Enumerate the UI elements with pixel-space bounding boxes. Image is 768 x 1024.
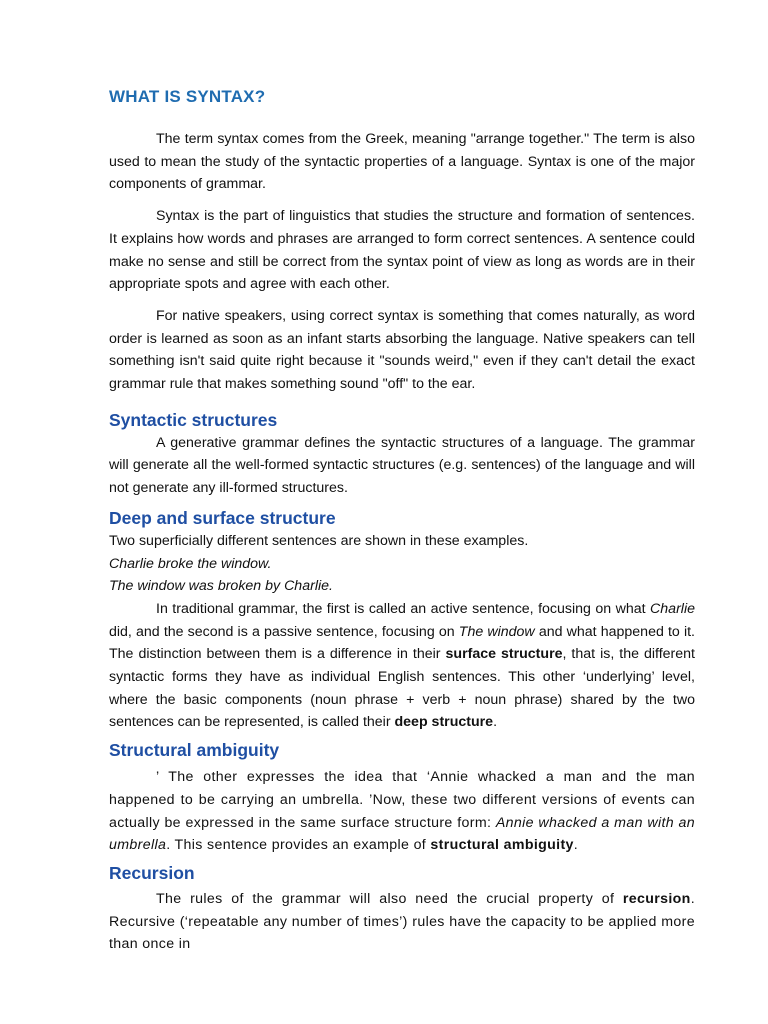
term-recursion: recursion	[622, 890, 691, 907]
term-structural-ambiguity: structural ambiguity	[430, 837, 574, 854]
deep-surface-paragraph	[109, 598, 695, 734]
text-span: , that is, the different syntactic forms they have as individual English sentences. This other ‘underlying’ level, where the basic components (noun phrase + verb + noun phrase) shared by the two sentences can be represented, is called their	[109, 646, 695, 731]
text-span: .	[493, 714, 498, 731]
heading-structural-ambiguity: Structural ambiguity	[109, 740, 280, 761]
text-span: did, and the second is a passive sentence, focusing on	[109, 623, 459, 640]
structural-ambiguity-paragraph	[109, 766, 695, 857]
intro-paragraph-2: Syntax is the part of linguistics that studies the structure and formation of sentences. It explains how words and phrases are arranged to form correct sentences. A sentence could make no sense and still be correct from the syntax point of view as long as words are in their appropriate spots and agree with each other.	[109, 208, 695, 293]
text-span: ’ The other expresses the idea that ‘Annie whacked a man and the man happened to be carrying an umbrella. ’Now, these two different versions of events can actually be expressed in the same surface structure form:	[109, 769, 695, 831]
text-span: The rules of the grammar will also need the crucial property of	[156, 890, 623, 907]
italic-charlie: Charlie	[650, 600, 695, 617]
syntactic-structures-paragraph: A generative grammar defines the syntactic structures of a language. The grammar will generate all the well-formed syntactic structures (e.g. sentences) of the language and will not generate any ill-formed structures.	[109, 434, 695, 497]
example-sentence-1-text: Charlie broke the window.	[109, 555, 272, 572]
text-span: In traditional grammar, the first is called an active sentence, focusing on what	[156, 600, 651, 617]
text-span: .	[573, 837, 579, 854]
text-span: and what happened to it. The distinction between them is a difference in their	[109, 623, 695, 663]
page-title: WHAT IS SYNTAX?	[109, 87, 266, 106]
example-sentence-2-text: The window was broken by Charlie.	[109, 578, 333, 595]
heading-syntactic-structures: Syntactic structures	[109, 409, 278, 430]
italic-example: Annie whacked a man with an umbrella	[109, 814, 695, 854]
intro-paragraph-1: The term syntax comes from the Greek, meaning "arrange together." The term is also used to mean the study of the syntactic properties of a language. Syntax is one of the major components of grammar.	[109, 131, 695, 193]
text-span: . Recursive (‘repeatable any number of times’) rules have the capacity to be applied more than once in	[109, 890, 695, 953]
term-surface-structure: surface structure	[445, 646, 563, 663]
text-span: . This sentence provides an example of	[166, 837, 431, 854]
term-deep-structure: deep structure	[394, 714, 494, 731]
intro-paragraph-3: For native speakers, using correct syntax is something that comes naturally, as word order is learned as soon as an infant starts absorbing the language. Native speakers can tell something isn't said quite right because it "sounds weird," even if they can't detail the exact grammar rule that makes something sound "off" to the ear.	[109, 307, 695, 393]
deep-surface-intro: Two superficially different sentences are shown in these examples.	[109, 532, 529, 549]
italic-the-window: The window	[458, 623, 535, 640]
heading-recursion: Recursion	[109, 862, 195, 883]
example-sentence-2	[109, 575, 695, 598]
example-sentence-1	[109, 553, 695, 576]
recursion-paragraph	[109, 888, 695, 956]
heading-deep-surface-structure: Deep and surface structure	[109, 507, 336, 528]
